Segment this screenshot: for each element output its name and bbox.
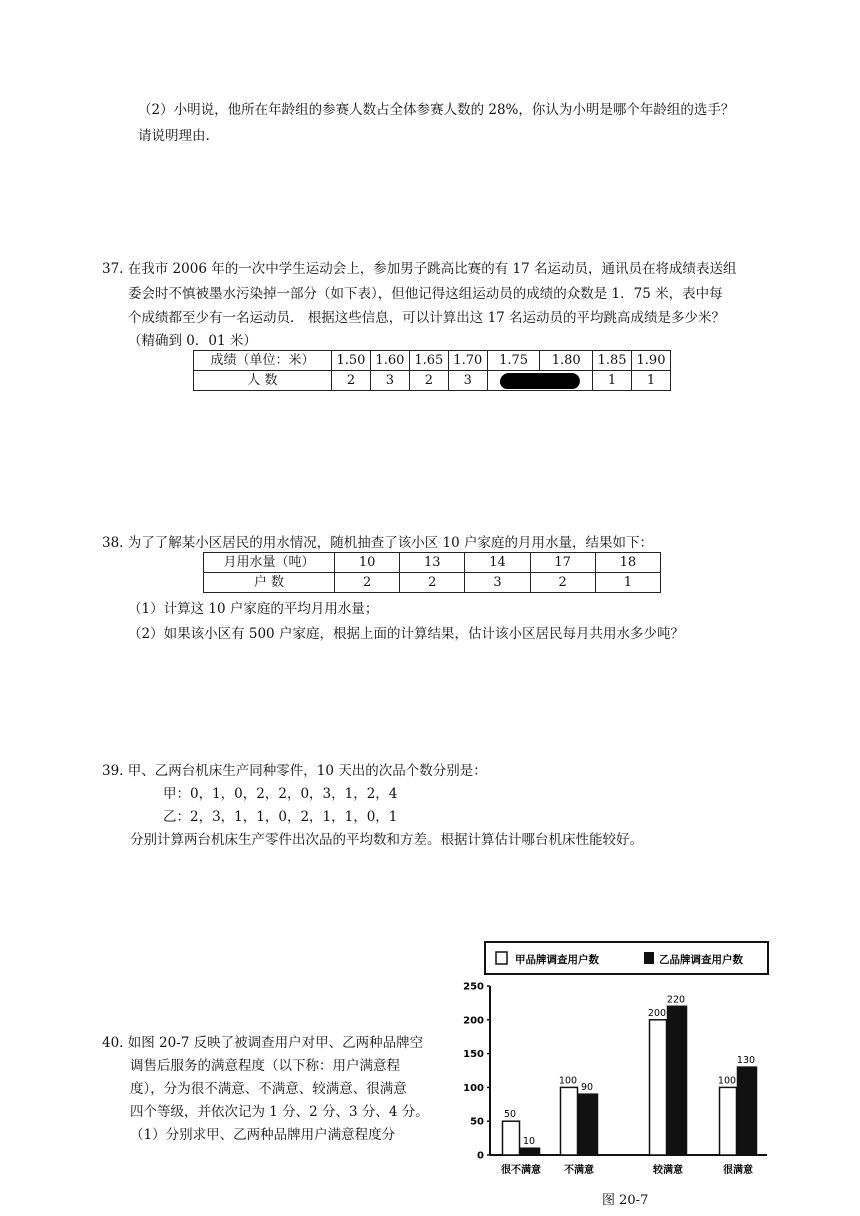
legend-swatch-yi: [644, 952, 654, 964]
q38-amount-cell: 17: [530, 553, 595, 573]
bar: [650, 1020, 667, 1155]
legend-swatch-jia: [496, 952, 507, 964]
y-tick-label: 200: [463, 1015, 484, 1027]
q38-row2-label: 户 数: [204, 573, 335, 593]
q38-water-table: [203, 552, 661, 593]
x-category-label: 较满意: [653, 1165, 683, 1176]
q40-line5: （1）分别求甲、乙两种品牌用户满意程度分: [130, 1127, 396, 1143]
q38-amount-cell: 13: [400, 553, 465, 573]
y-tick-label: 50: [470, 1116, 484, 1128]
q37-count-cell: 2: [332, 371, 371, 391]
q38-part2: （2）如果该小区有 500 户家庭，根据上面的计算结果，估计该小区居民每月共用水多少吨？: [128, 626, 684, 642]
bar-value-label: 90: [580, 1082, 594, 1094]
q38-count-cell: 3: [465, 573, 530, 593]
q37-count-cell: 3: [370, 371, 409, 391]
bar-value-label: 50: [503, 1109, 517, 1121]
bar-value-label: 100: [558, 1075, 578, 1087]
q38-amount-cell: 18: [595, 553, 660, 573]
q37-height-cell: 1.60: [370, 351, 409, 371]
q38-count-cell: 2: [530, 573, 595, 593]
y-tick-label: 100: [463, 1082, 484, 1094]
bar: [561, 1087, 578, 1155]
q37-line4: （精确到 0．01 米）: [128, 333, 257, 349]
x-category-label: 很满意: [723, 1165, 753, 1176]
q38-amount-cell: 14: [465, 553, 530, 573]
y-tick-label: 0: [477, 1150, 484, 1162]
q39-line4: 分别计算两台机床生产零件出次品的平均数和方差。根据计算估计哪台机床性能较好。: [130, 832, 643, 848]
q37-height-cell: 1.75: [487, 351, 540, 371]
q37-count-cell: 3: [448, 371, 487, 391]
q38-line1: 38. 为了了解某小区居民的用水情况，随机抽查了该小区 10 户家庭的月用水量，结果如下：: [102, 535, 654, 551]
q39-jia: 甲：0，1，0，2，2，0，3，1，2，4: [163, 786, 398, 802]
y-tick-label: 250: [463, 981, 484, 993]
bar-value-label: 200: [647, 1007, 667, 1019]
q36-part2-line2: 请说明理由.: [138, 128, 210, 144]
q38-part1: （1）计算这 10 户家庭的平均月用水量；: [128, 601, 379, 617]
q38-count-cell: 2: [400, 573, 465, 593]
bar: [738, 1067, 757, 1155]
q40-line3: 度），分为很不满意、不满意、较满意、很满意: [130, 1081, 407, 1097]
q37-height-cell: 1.85: [593, 351, 632, 371]
q37-height-cell: 1.90: [632, 351, 671, 371]
ink-blot-shape: [499, 373, 581, 389]
q37-line3: 个成绩都至少有一名运动员． 根据这些信息，可以计算出这 17 名运动员的平均跳高成绩是多少米？: [128, 310, 726, 326]
q37-height-cell: 1.80: [540, 351, 593, 371]
q38-count-cell: 1: [595, 573, 660, 593]
bar: [668, 1006, 687, 1155]
q37-height-cell: 1.50: [332, 351, 371, 371]
q37-count-cell: 2: [409, 371, 448, 391]
q38-row1-label: 月用水量（吨）: [204, 553, 335, 573]
satisfaction-bar-chart: [455, 938, 785, 1186]
bar-value-label: 220: [666, 994, 686, 1006]
x-category-label: 不满意: [564, 1165, 594, 1176]
q38-amount-cell: 10: [335, 553, 400, 573]
bar: [503, 1121, 520, 1155]
q37-score-table: [193, 350, 671, 391]
bar: [521, 1148, 540, 1155]
q39-yi: 乙：2，3，1，1，0，2，1，1，0，1: [163, 809, 398, 825]
q39-line1: 39. 甲、乙两台机床生产同种零件，10 天出的次品个数分别是：: [102, 763, 487, 779]
legend-label-yi: 乙品牌调查用户数: [659, 954, 743, 966]
x-category-label: 很不满意: [501, 1165, 541, 1176]
q37-count-cell: 1: [593, 371, 632, 391]
bar: [720, 1087, 737, 1155]
bar-value-label: 100: [717, 1075, 737, 1087]
q36-part2-line1: （2）小明说，他所在年龄组的参赛人数占全体参赛人数的 28%，你认为小明是哪个年龄组的选手？: [138, 102, 735, 118]
bar-value-label: 10: [522, 1136, 536, 1148]
figure-caption: 图 20-7: [602, 1193, 649, 1208]
q38-count-cell: 2: [335, 573, 400, 593]
q37-line1: 37. 在我市 2006 年的一次中学生运动会上，参加男子跳高比赛的有 17 名运动员，通讯员在将成绩表送组: [102, 261, 737, 277]
bar-value-label: 130: [736, 1055, 756, 1067]
bar: [579, 1094, 598, 1155]
q37-line2: 委会时不慎被墨水污染掉一部分（如下表），但他记得这组运动员的成绩的众数是 1．75 米，表中每: [128, 286, 723, 302]
q37-count-cell: 1: [632, 371, 671, 391]
legend-label-jia: 甲品牌调查用户数: [515, 954, 599, 966]
q40-line1: 40. 如图 20-7 反映了被调查用户对甲、乙两种品牌空: [102, 1035, 424, 1051]
q37-height-cell: 1.65: [409, 351, 448, 371]
q40-line2: 调售后服务的满意程度（以下称：用户满意程: [130, 1058, 400, 1074]
q37-row2-label: 人 数: [194, 371, 332, 391]
q37-row1-label: 成绩（单位：米）: [194, 351, 332, 371]
q37-height-cell: 1.70: [448, 351, 487, 371]
q40-line4: 四个等级，并依次记为 1 分、2 分、3 分、4 分。: [130, 1104, 429, 1120]
ink-blot: [487, 371, 592, 391]
y-tick-label: 150: [463, 1049, 484, 1061]
